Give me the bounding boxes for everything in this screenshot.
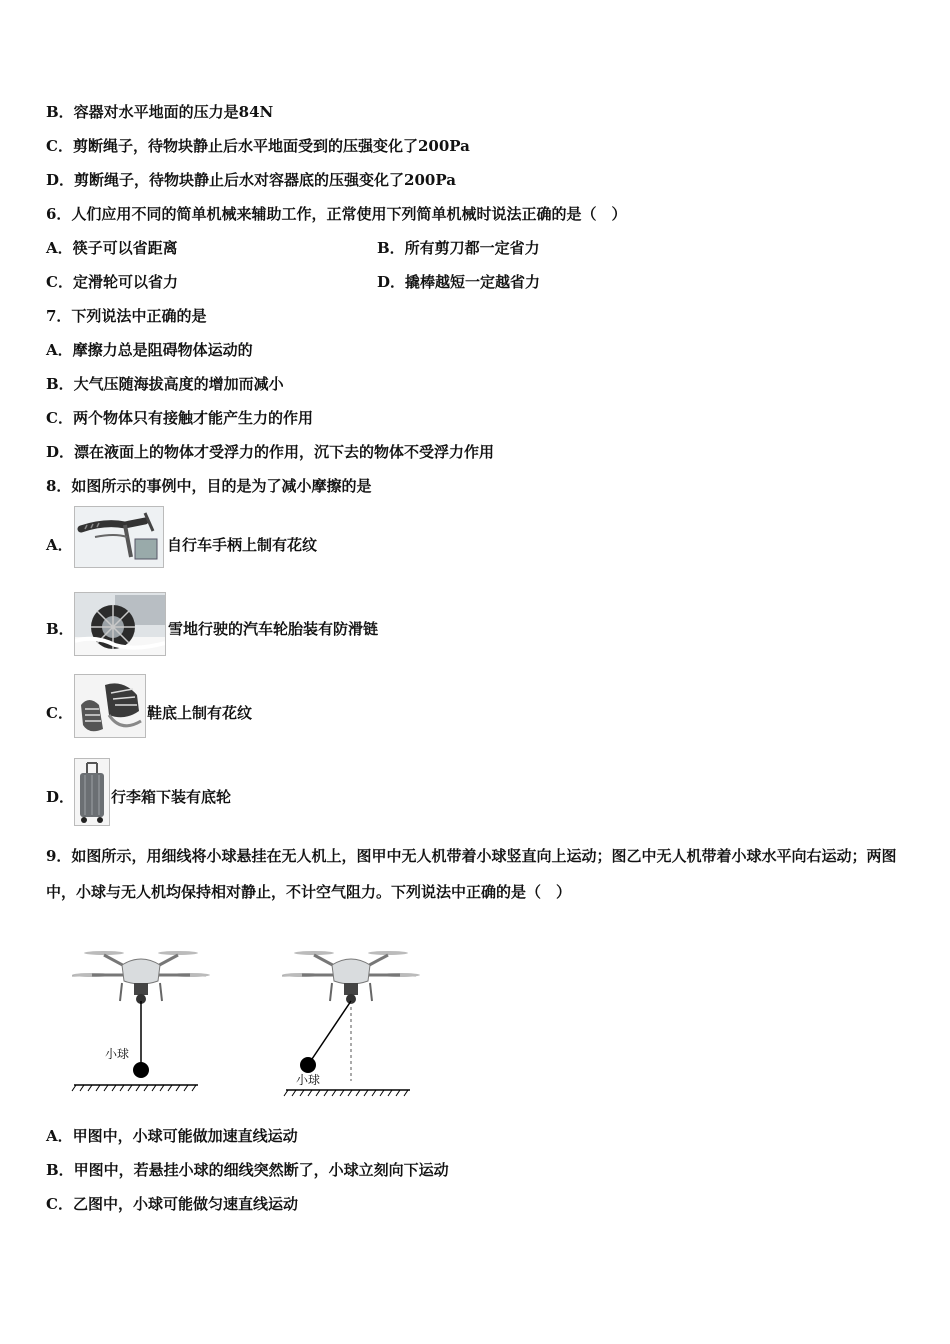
q8-option-c-letter: C． [46,704,73,722]
q8-option-b-letter: B． [46,620,74,638]
q6-option-c: C．定滑轮可以省力 [46,273,178,291]
bicycle-handle-image [74,506,164,568]
q5-option-d: D．剪断绳子，待物块静止后水对容器底的压强变化了200Pa [46,171,456,189]
q5-option-c: C．剪断绳子，待物块静止后水平地面受到的压强变化了200Pa [46,137,470,155]
q7-option-d: D．漂在液面上的物体才受浮力的作用，沉下去的物体不受浮力作用 [46,443,495,461]
q6-stem: 6．人们应用不同的简单机械来辅助工作，正常使用下列简单机械时说法正确的是（ ） [46,205,627,223]
q8-option-c-text: 鞋底上制有花纹 [147,704,253,722]
q7-option-a: A．摩擦力总是阻碍物体运动的 [46,341,253,359]
q8-option-d-letter: D． [46,788,75,806]
snow-chain-tire-image [74,592,166,656]
q9-option-b: B．甲图中，若悬挂小球的细线突然断了，小球立刻向下运动 [46,1161,449,1179]
q8-option-a-text: 自行车手柄上制有花纹 [167,536,318,554]
q8-option-d-text: 行李箱下装有底轮 [111,788,232,806]
q8-option-a-letter: A． [46,536,73,554]
q9-stem: 9．如图所示，用细线将小球悬挂在无人机上，图甲中无人机带着小球竖直向上运动；图乙中无人机带着小球水平向右运动；两图中，小球与无人机均保持相对静止，不计空气阻力。下列说法中正确的是（ ） [46,847,897,901]
q8-stem: 8．如图所示的事例中，目的是为了减小摩擦的是 [46,477,372,495]
luggage-image [74,758,110,826]
q8-option-b-text: 雪地行驶的汽车轮胎装有防滑链 [168,620,379,638]
q7-option-b: B．大气压随海拔高度的增加而减小 [46,375,284,393]
q9-option-a: A．甲图中，小球可能做加速直线运动 [46,1127,298,1145]
ball-label-right: 小球 [296,1073,321,1087]
q7-option-c: C．两个物体只有接触才能产生力的作用 [46,409,313,427]
q9-option-c: C．乙图中，小球可能做匀速直线运动 [46,1195,298,1213]
q5-option-b: B．容器对水平地面的压力是84N [46,103,274,121]
ball-label-left: 小球 [105,1047,130,1061]
drone-figure-yi [280,935,420,1100]
drone-figure-jia [70,935,210,1100]
q6-option-b: B．所有剪刀都一定省力 [377,239,540,257]
shoe-sole-image [74,674,146,738]
q6-option-a: A．筷子可以省距离 [46,239,178,257]
q7-stem: 7．下列说法中正确的是 [46,307,207,325]
q6-option-d: D．撬棒越短一定越省力 [377,273,541,291]
